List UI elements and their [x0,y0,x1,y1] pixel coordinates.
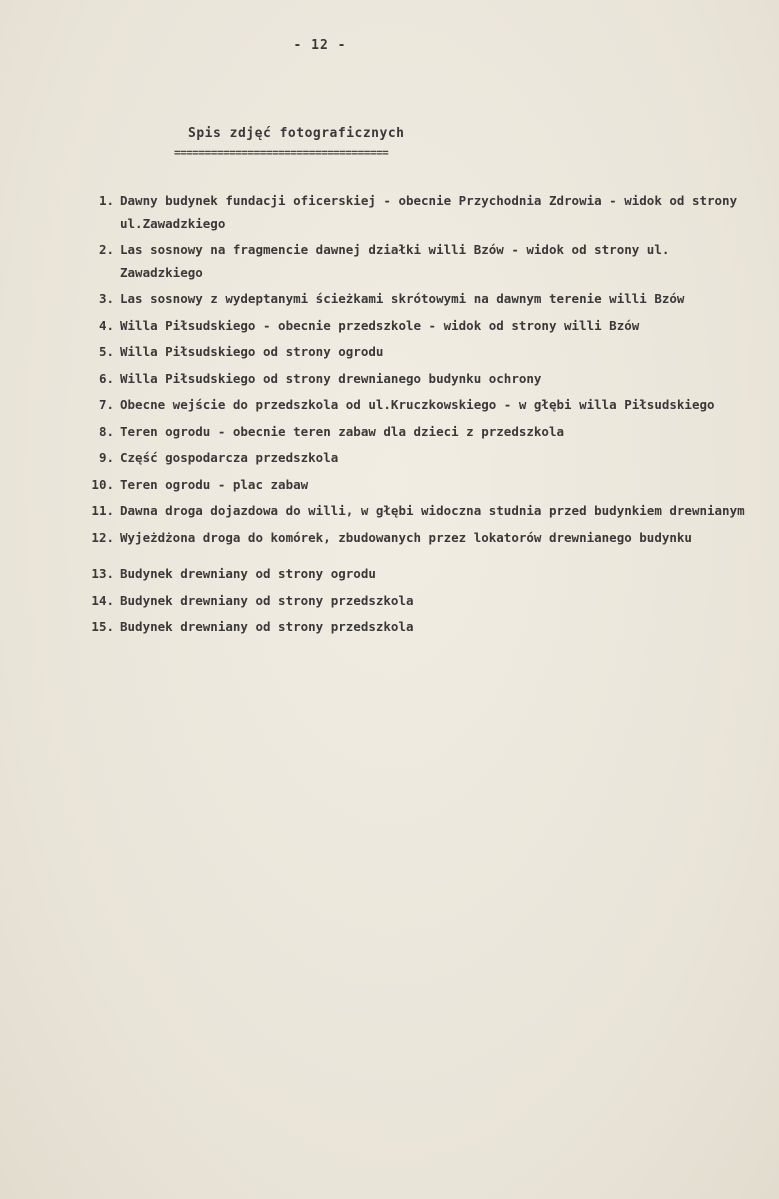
item-text: Willa Piłsudskiego - obecnie przedszkole - widok od strony willi Bzów [120,317,640,333]
item-text: Dawny budynek fundacji oficerskiej - obecnie Przychodnia Zdrowia - widok od strony ul.Zawadzkiego [120,193,738,231]
item-text: Budynek drewniany od strony przedszkola [120,592,414,608]
item-number: 2. [98,242,114,257]
item-number: 6. [98,370,114,386]
list-item [74,239,754,284]
item-text: Wyjeżdżona droga do komórek, zbudowanych przez lokatorów drewnianego budynku [120,529,692,545]
item-number: 1. [98,193,114,208]
page-number: - 12 - [293,38,347,53]
list-item [74,474,754,497]
item-number: 5. [98,344,114,359]
list-item [74,368,754,391]
list-item [74,341,754,364]
item-number: 15. [91,619,114,634]
item-text: Część gospodarcza przedszkola [120,450,339,465]
list-item [74,394,754,417]
list-item [74,500,754,523]
item-number: 12. [91,529,114,545]
item-number: 9. [98,450,114,465]
item-text: Las sosnowy na fragmencie dawnej działki willi Bzów - widok od strony ul. Zawadzkiego [120,242,670,280]
item-number: 8. [98,423,114,439]
item-text: Willa Piłsudskiego od strony ogrodu [120,344,384,359]
item-number: 3. [98,291,114,306]
item-text: Budynek drewniany od strony przedszkola [120,619,414,634]
list-item [74,447,754,470]
item-text: Willa Piłsudskiego od strony drewnianego budynku ochrony [120,370,542,386]
list-item [74,616,754,639]
list-item [74,563,754,586]
item-number: 4. [98,317,114,333]
item-text: Teren ogrodu - plac zabaw [120,476,309,492]
list-item [74,315,754,338]
item-text: Teren ogrodu - obecnie teren zabaw dla dzieci z przedszkola [120,423,565,439]
page-title: Spis zdjęć fotograficznych [188,126,405,141]
item-number: 10. [91,476,114,492]
list-item [74,527,754,550]
list-item [74,190,754,235]
item-text: Dawna droga dojazdowa do willi, w głębi widoczna studnia przed budynkiem drewnianym [120,503,745,518]
item-text: Obecne wejście do przedszkola od ul.Kruczkowskiego - w głębi willa Piłsudskiego [120,397,715,412]
title-underline: =================================== [174,146,389,159]
list-item [74,288,754,311]
item-number: 7. [98,397,114,412]
photo-list [74,190,754,643]
item-number: 11. [91,503,114,518]
list-item [74,421,754,444]
item-text: Budynek drewniany od strony ogrodu [120,566,376,581]
list-item [74,590,754,613]
item-number: 14. [91,592,114,608]
item-text: Las sosnowy z wydeptanymi ścieżkami skrótowymi na dawnym terenie willi Bzów [120,291,685,306]
item-number: 13. [91,566,114,581]
